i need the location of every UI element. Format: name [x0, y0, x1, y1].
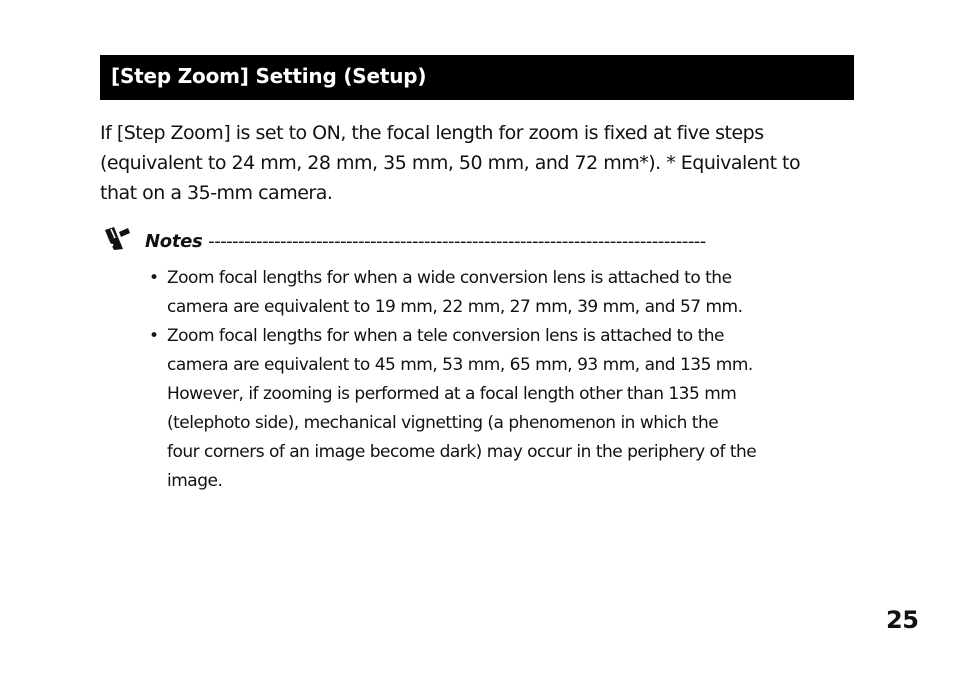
note-pencil-icon: [103, 225, 131, 251]
notes-list: [147, 264, 857, 496]
list-item: [147, 264, 857, 322]
intro-paragraph: [100, 118, 860, 208]
section-header: [100, 55, 854, 100]
note-line: camera are equivalent to 45 mm, 53 mm, 65 mm, 93 mm, and 135 mm.: [167, 355, 753, 375]
intro-line: (equivalent to 24 mm, 28 mm, 35 mm, 50 mm, and 72 mm*). * Equivalent to: [100, 152, 801, 174]
note-line: However, if zooming is performed at a focal length other than 135 mm: [167, 384, 737, 404]
note-line: four corners of an image become dark) may occur in the periphery of the: [167, 442, 757, 462]
note-line: Zoom focal lengths for when a wide conversion lens is attached to the: [167, 268, 732, 288]
notes-label: Notes: [145, 231, 203, 252]
note-line: Zoom focal lengths for when a tele conversion lens is attached to the: [167, 326, 724, 346]
intro-line: If [Step Zoom] is set to ON, the focal length for zoom is fixed at five steps: [100, 122, 764, 144]
notes-heading: [145, 229, 850, 255]
note-line: (telephoto side), mechanical vignetting (a phenomenon in which the: [167, 413, 719, 433]
page-number: 25: [886, 606, 919, 634]
list-item: [147, 322, 857, 496]
bullet-icon: •: [149, 326, 160, 346]
section-title: [Step Zoom] Setting (Setup): [111, 64, 427, 88]
note-line: image.: [167, 471, 223, 491]
notes-rule: -----------------------------------------------------------------------------------: [208, 231, 706, 252]
bullet-icon: •: [149, 268, 160, 288]
note-line: camera are equivalent to 19 mm, 22 mm, 27 mm, 39 mm, and 57 mm.: [167, 297, 743, 317]
intro-line: that on a 35-mm camera.: [100, 182, 333, 204]
